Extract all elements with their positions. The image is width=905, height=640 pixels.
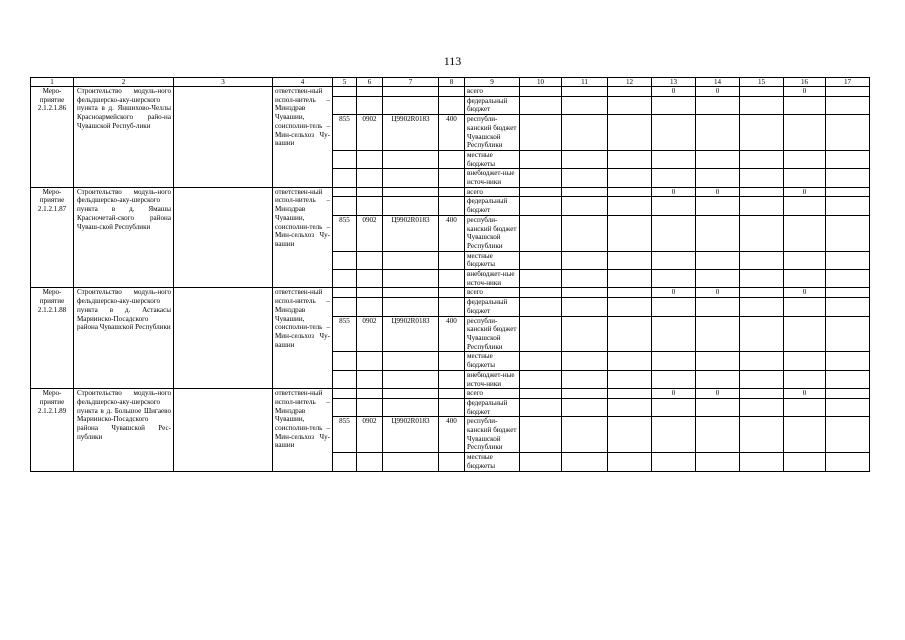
value-cell — [784, 150, 826, 168]
value-cell — [784, 453, 826, 471]
value-cell — [826, 453, 870, 471]
value-cell — [562, 352, 608, 370]
column-number: 11 — [562, 78, 608, 87]
funding-source: внебюджет-ные источ-ники — [465, 169, 520, 187]
value-cell — [652, 215, 696, 251]
column-number: 9 — [465, 78, 520, 87]
funding-source: местные бюджеты — [465, 453, 520, 471]
value-cell — [520, 169, 562, 187]
code-csr — [383, 389, 439, 399]
column-number: 16 — [784, 78, 826, 87]
funding-source: всего — [465, 288, 520, 298]
measure-number: Меро- приятие 2.1.2.1.88 — [31, 288, 74, 389]
code-rzpr — [357, 87, 383, 97]
value-cell — [696, 197, 740, 215]
value-cell — [562, 370, 608, 388]
code-vr: 400 — [439, 215, 465, 251]
value-cell — [652, 316, 696, 352]
value-cell — [826, 398, 870, 416]
value-cell — [520, 316, 562, 352]
value-cell — [520, 150, 562, 168]
code-vr: 400 — [439, 316, 465, 352]
column-number: 4 — [273, 78, 333, 87]
column-number: 2 — [74, 78, 174, 87]
funding-source: внебюджет-ные источ-ники — [465, 370, 520, 388]
value-cell — [562, 187, 608, 197]
responsible-executor: ответствен-ный испол-нитель – Минздрав Чувашии, соисполни-тель – Мин-сельхоз Чу-вашии — [273, 288, 333, 389]
value-cell — [826, 370, 870, 388]
value-cell — [784, 215, 826, 251]
value-cell — [520, 370, 562, 388]
value-cell — [562, 251, 608, 269]
column-number: 7 — [383, 78, 439, 87]
value-cell — [520, 298, 562, 316]
value-cell — [562, 270, 608, 288]
value-cell — [740, 288, 784, 298]
measure-description: Строительство модуль-ного фельдшерско-аку-шерского пункта в д. Астакасы Мариинско-Посадского района Чувашской Республики — [74, 288, 174, 389]
code-csr — [383, 270, 439, 288]
value-cell — [696, 352, 740, 370]
value-cell — [608, 352, 652, 370]
value-cell — [608, 398, 652, 416]
code-grbs — [333, 87, 357, 97]
value-cell — [608, 115, 652, 151]
code-rzpr — [357, 96, 383, 114]
code-grbs — [333, 150, 357, 168]
value-cell — [562, 115, 608, 151]
value-cell — [696, 370, 740, 388]
code-vr — [439, 453, 465, 471]
responsible-executor: ответствен-ный испол-нитель – Минздрав Чувашии, соисполни-тель – Мин-сельхоз Чу-вашии — [273, 389, 333, 471]
code-grbs: 855 — [333, 417, 357, 453]
value-cell — [562, 288, 608, 298]
code-rzpr — [357, 370, 383, 388]
value-cell: 0 — [784, 389, 826, 399]
value-cell — [740, 187, 784, 197]
value-cell — [826, 352, 870, 370]
column-number: 5 — [333, 78, 357, 87]
code-rzpr — [357, 389, 383, 399]
code-rzpr — [357, 398, 383, 416]
value-cell — [740, 316, 784, 352]
value-cell — [562, 298, 608, 316]
value-cell — [826, 215, 870, 251]
value-cell: 0 — [652, 288, 696, 298]
funding-source: федеральный бюджет — [465, 197, 520, 215]
funding-source: внебюджет-ные источ-ники — [465, 270, 520, 288]
value-cell — [740, 169, 784, 187]
code-grbs — [333, 389, 357, 399]
value-cell — [608, 298, 652, 316]
code-grbs — [333, 352, 357, 370]
code-csr — [383, 197, 439, 215]
column-number: 15 — [740, 78, 784, 87]
value-cell — [696, 417, 740, 453]
funding-source: местные бюджеты — [465, 352, 520, 370]
value-cell — [608, 187, 652, 197]
code-vr — [439, 150, 465, 168]
value-cell — [608, 169, 652, 187]
funding-source: всего — [465, 87, 520, 97]
value-cell — [520, 352, 562, 370]
value-cell — [608, 96, 652, 114]
code-csr: Ц9902R0183 — [383, 316, 439, 352]
value-cell — [608, 215, 652, 251]
column-3-cell — [174, 389, 273, 471]
value-cell — [826, 87, 870, 97]
column-3-cell — [174, 187, 273, 288]
value-cell: 0 — [696, 389, 740, 399]
code-rzpr — [357, 453, 383, 471]
value-cell — [608, 288, 652, 298]
value-cell — [652, 169, 696, 187]
value-cell: 0 — [696, 288, 740, 298]
code-vr — [439, 298, 465, 316]
budget-table — [30, 77, 870, 472]
responsible-executor: ответствен-ный испол-нитель – Минздрав Чувашии, соисполни-тель – Мин-сельхоз Чу-вашии — [273, 187, 333, 288]
code-vr: 400 — [439, 115, 465, 151]
value-cell — [784, 352, 826, 370]
value-cell — [520, 389, 562, 399]
value-cell: 0 — [784, 87, 826, 97]
funding-source: республи-канский бюджет Чувашской Республики — [465, 417, 520, 453]
column-3-cell — [174, 87, 273, 188]
column-3-cell — [174, 288, 273, 389]
value-cell — [520, 398, 562, 416]
code-grbs — [333, 370, 357, 388]
column-number: 10 — [520, 78, 562, 87]
code-csr — [383, 169, 439, 187]
value-cell — [562, 215, 608, 251]
value-cell — [740, 150, 784, 168]
code-rzpr: 0902 — [357, 417, 383, 453]
value-cell — [740, 398, 784, 416]
value-cell — [826, 197, 870, 215]
code-csr — [383, 298, 439, 316]
code-vr — [439, 197, 465, 215]
code-csr — [383, 352, 439, 370]
column-number: 8 — [439, 78, 465, 87]
value-cell — [696, 96, 740, 114]
code-grbs — [333, 251, 357, 269]
code-grbs — [333, 169, 357, 187]
value-cell — [740, 197, 784, 215]
code-rzpr — [357, 270, 383, 288]
column-number: 1 — [31, 78, 74, 87]
value-cell — [608, 453, 652, 471]
value-cell — [826, 115, 870, 151]
value-cell — [826, 288, 870, 298]
value-cell — [520, 288, 562, 298]
value-cell — [696, 398, 740, 416]
value-cell — [652, 115, 696, 151]
value-cell — [740, 352, 784, 370]
code-csr — [383, 87, 439, 97]
value-cell — [652, 417, 696, 453]
code-rzpr: 0902 — [357, 215, 383, 251]
value-cell — [696, 270, 740, 288]
value-cell — [784, 115, 826, 151]
value-cell — [696, 251, 740, 269]
value-cell — [652, 352, 696, 370]
value-cell — [652, 398, 696, 416]
value-cell — [784, 370, 826, 388]
value-cell — [608, 251, 652, 269]
value-cell — [826, 389, 870, 399]
table-row — [31, 187, 870, 197]
value-cell — [520, 87, 562, 97]
measure-description: Строительство модуль-ного фельдшерско-аку-шерского пункта в д. Большое Шигаево Мариинско-Посадского района Чувашской Рес-публики — [74, 389, 174, 471]
code-csr — [383, 398, 439, 416]
value-cell — [520, 215, 562, 251]
code-grbs — [333, 453, 357, 471]
value-cell — [826, 96, 870, 114]
code-rzpr — [357, 298, 383, 316]
code-vr — [439, 270, 465, 288]
code-vr — [439, 87, 465, 97]
code-csr — [383, 370, 439, 388]
code-grbs — [333, 187, 357, 197]
value-cell — [520, 96, 562, 114]
responsible-executor: ответствен-ный испол-нитель – Минздрав Чувашии, соисполни-тель – Мин-сельхоз Чу-вашии — [273, 87, 333, 188]
value-cell — [652, 251, 696, 269]
code-csr: Ц9902R0183 — [383, 115, 439, 151]
value-cell: 0 — [696, 187, 740, 197]
column-number: 12 — [608, 78, 652, 87]
value-cell — [696, 215, 740, 251]
code-vr — [439, 96, 465, 114]
value-cell — [826, 270, 870, 288]
measure-description: Строительство модуль-ного фельдшерско-аку-шерского пункта в д. Яншихово-Челлы Красноармейского райо-на Чувашской Респуб-лики — [74, 87, 174, 188]
code-rzpr: 0902 — [357, 316, 383, 352]
value-cell — [562, 87, 608, 97]
value-cell — [562, 453, 608, 471]
column-number: 17 — [826, 78, 870, 87]
table-row — [31, 389, 870, 399]
value-cell — [608, 417, 652, 453]
value-cell — [520, 270, 562, 288]
value-cell — [520, 417, 562, 453]
value-cell — [696, 298, 740, 316]
value-cell — [826, 316, 870, 352]
value-cell — [740, 251, 784, 269]
code-grbs — [333, 96, 357, 114]
value-cell — [740, 389, 784, 399]
value-cell — [608, 197, 652, 215]
value-cell — [784, 96, 826, 114]
value-cell: 0 — [652, 187, 696, 197]
value-cell — [562, 169, 608, 187]
value-cell — [784, 298, 826, 316]
measure-number: Меро- приятие 2.1.2.1.86 — [31, 87, 74, 188]
value-cell — [784, 316, 826, 352]
code-vr — [439, 389, 465, 399]
code-csr — [383, 453, 439, 471]
value-cell — [608, 150, 652, 168]
funding-source: всего — [465, 187, 520, 197]
code-rzpr — [357, 187, 383, 197]
code-grbs: 855 — [333, 215, 357, 251]
value-cell — [740, 370, 784, 388]
value-cell — [520, 251, 562, 269]
value-cell — [740, 87, 784, 97]
value-cell — [608, 316, 652, 352]
value-cell — [826, 169, 870, 187]
funding-source: местные бюджеты — [465, 150, 520, 168]
code-vr — [439, 352, 465, 370]
table-row — [31, 288, 870, 298]
value-cell — [652, 298, 696, 316]
value-cell — [520, 115, 562, 151]
value-cell — [740, 96, 784, 114]
value-cell — [520, 197, 562, 215]
value-cell — [562, 197, 608, 215]
code-grbs: 855 — [333, 115, 357, 151]
value-cell — [826, 417, 870, 453]
value-cell — [562, 316, 608, 352]
code-grbs — [333, 398, 357, 416]
column-number: 14 — [696, 78, 740, 87]
code-grbs — [333, 298, 357, 316]
value-cell — [652, 96, 696, 114]
value-cell — [608, 270, 652, 288]
funding-source: федеральный бюджет — [465, 96, 520, 114]
page-number: 113 — [443, 54, 462, 68]
value-cell — [652, 270, 696, 288]
code-csr — [383, 96, 439, 114]
measure-number: Меро- приятие 2.1.2.1.87 — [31, 187, 74, 288]
value-cell — [520, 187, 562, 197]
code-rzpr — [357, 197, 383, 215]
value-cell — [784, 197, 826, 215]
value-cell — [784, 169, 826, 187]
value-cell — [740, 417, 784, 453]
code-csr — [383, 187, 439, 197]
column-number: 13 — [652, 78, 696, 87]
value-cell — [784, 398, 826, 416]
code-vr — [439, 251, 465, 269]
code-vr — [439, 370, 465, 388]
value-cell — [826, 298, 870, 316]
code-rzpr — [357, 169, 383, 187]
code-vr — [439, 288, 465, 298]
code-csr: Ц9902R0183 — [383, 417, 439, 453]
value-cell — [740, 270, 784, 288]
value-cell — [740, 215, 784, 251]
value-cell — [562, 150, 608, 168]
code-rzpr — [357, 352, 383, 370]
code-csr — [383, 150, 439, 168]
value-cell — [562, 398, 608, 416]
value-cell — [652, 370, 696, 388]
value-cell — [784, 417, 826, 453]
measure-number: Меро- приятие 2.1.2.1.89 — [31, 389, 74, 471]
table-row — [31, 87, 870, 97]
value-cell — [562, 389, 608, 399]
funding-source: всего — [465, 389, 520, 399]
value-cell — [740, 115, 784, 151]
code-rzpr — [357, 150, 383, 168]
value-cell — [740, 298, 784, 316]
funding-source: республи-канский бюджет Чувашской Республики — [465, 115, 520, 151]
value-cell — [608, 87, 652, 97]
code-grbs — [333, 270, 357, 288]
code-vr: 400 — [439, 417, 465, 453]
code-grbs — [333, 288, 357, 298]
funding-source: местные бюджеты — [465, 251, 520, 269]
value-cell: 0 — [784, 187, 826, 197]
code-grbs — [333, 197, 357, 215]
code-csr — [383, 288, 439, 298]
value-cell — [784, 270, 826, 288]
code-csr: Ц9902R0183 — [383, 215, 439, 251]
funding-source: республи-канский бюджет Чувашской Республики — [465, 316, 520, 352]
value-cell — [520, 453, 562, 471]
value-cell — [562, 417, 608, 453]
code-rzpr — [357, 288, 383, 298]
code-grbs: 855 — [333, 316, 357, 352]
column-number: 6 — [357, 78, 383, 87]
code-vr — [439, 187, 465, 197]
value-cell — [652, 197, 696, 215]
value-cell: 0 — [652, 87, 696, 97]
value-cell — [696, 316, 740, 352]
code-csr — [383, 251, 439, 269]
value-cell — [608, 370, 652, 388]
value-cell — [826, 187, 870, 197]
value-cell: 0 — [784, 288, 826, 298]
code-vr — [439, 169, 465, 187]
value-cell: 0 — [696, 87, 740, 97]
value-cell — [826, 150, 870, 168]
code-rzpr: 0902 — [357, 115, 383, 151]
measure-description: Строительство модуль-ного фельдшерско-аку-шерского пункта в д. Ямашы Красночетай-ского района Чуваш-ской Республики — [74, 187, 174, 288]
value-cell — [696, 169, 740, 187]
value-cell — [826, 251, 870, 269]
column-number-row — [31, 78, 870, 87]
code-vr — [439, 398, 465, 416]
value-cell — [740, 453, 784, 471]
value-cell — [696, 115, 740, 151]
funding-source: республи-канский бюджет Чувашской Республики — [465, 215, 520, 251]
funding-source: федеральный бюджет — [465, 298, 520, 316]
value-cell — [652, 150, 696, 168]
value-cell — [652, 453, 696, 471]
value-cell — [608, 389, 652, 399]
value-cell — [696, 453, 740, 471]
value-cell — [696, 150, 740, 168]
value-cell — [784, 251, 826, 269]
value-cell — [562, 96, 608, 114]
funding-source: федеральный бюджет — [465, 398, 520, 416]
value-cell: 0 — [652, 389, 696, 399]
column-number: 3 — [174, 78, 273, 87]
code-rzpr — [357, 251, 383, 269]
